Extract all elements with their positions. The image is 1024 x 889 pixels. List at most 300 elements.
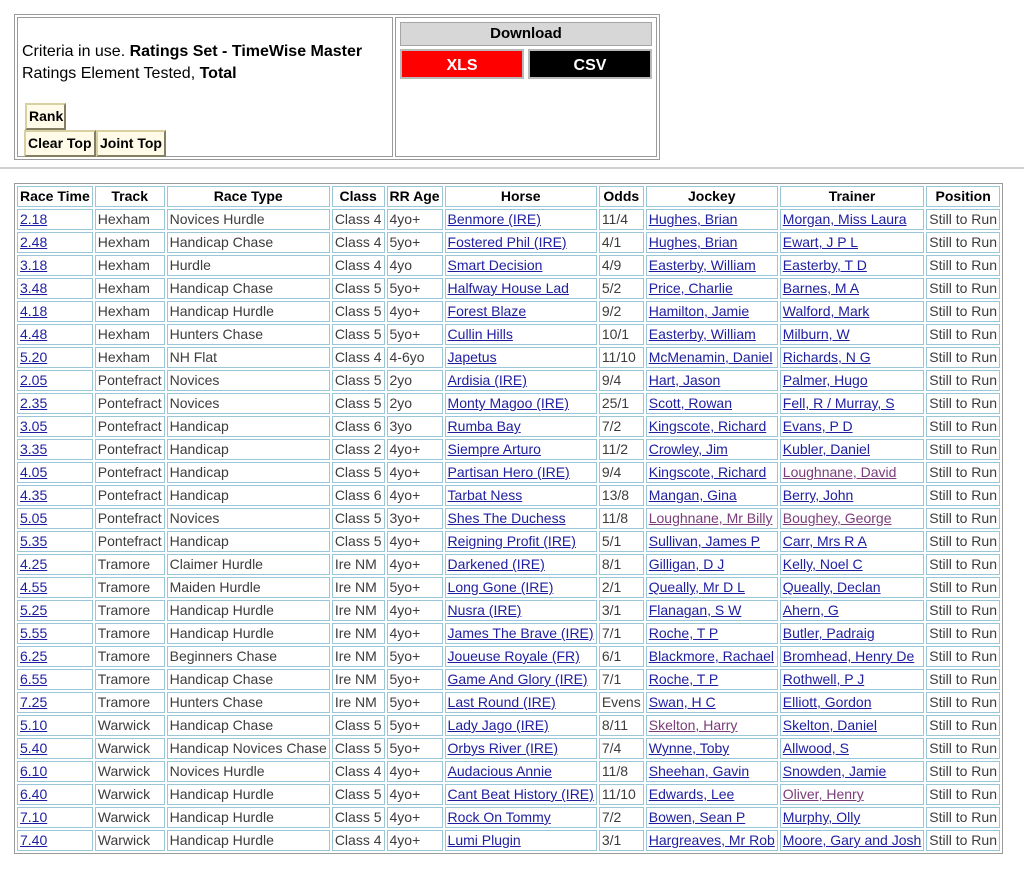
- table-row: [17, 830, 1000, 851]
- cell-age: 4yo+: [387, 485, 443, 506]
- column-header: Position: [926, 186, 1000, 207]
- trainer-link[interactable]: Rothwell, P J: [782, 671, 865, 687]
- trainer-link[interactable]: Carr, Mrs R A: [782, 533, 867, 549]
- cell-trainer: [780, 715, 925, 736]
- trainer-link[interactable]: Murphy, Olly: [782, 809, 861, 825]
- cell-position: Still to Run: [926, 646, 1000, 667]
- cell-position: Still to Run: [926, 669, 1000, 690]
- cell-type: Hunters Chase: [167, 692, 330, 713]
- jockey-link[interactable]: Gilligan, D J: [648, 556, 725, 572]
- race-time-link[interactable]: 5.20: [20, 349, 48, 365]
- trainer-link[interactable]: Bromhead, Henry De: [782, 648, 915, 664]
- table-row: [17, 324, 1000, 345]
- race-time-link[interactable]: 7.10: [20, 809, 48, 825]
- cell-type: Handicap Hurdle: [167, 600, 330, 621]
- horse-link[interactable]: Rock On Tommy: [447, 809, 551, 825]
- cell-trainer: [780, 646, 925, 667]
- cell-time: [17, 554, 93, 575]
- divider: [0, 167, 1024, 169]
- cell-age: 5yo+: [387, 278, 443, 299]
- cell-odds: 11/2: [599, 439, 644, 460]
- column-header: RR Age: [387, 186, 443, 207]
- race-time-link[interactable]: 2.18: [20, 211, 48, 227]
- cell-time: [17, 761, 93, 782]
- cell-time: [17, 393, 93, 414]
- jockey-link[interactable]: Wynne, Toby: [648, 740, 730, 756]
- table-row: [17, 485, 1000, 506]
- cell-jockey: [646, 508, 778, 529]
- cell-odds: Evens: [599, 692, 644, 713]
- cell-class: Class 5: [332, 508, 385, 529]
- column-header: Jockey: [646, 186, 778, 207]
- trainer-link[interactable]: Boughey, George: [782, 510, 892, 526]
- cell-time: [17, 715, 93, 736]
- race-time-link[interactable]: 6.10: [20, 763, 48, 779]
- jockey-link[interactable]: Edwards, Lee: [648, 786, 735, 802]
- cell-position: Still to Run: [926, 554, 1000, 575]
- cell-type: Novices: [167, 508, 330, 529]
- cell-jockey: [646, 784, 778, 805]
- cell-trainer: [780, 692, 925, 713]
- jockey-link[interactable]: Swan, H C: [648, 694, 716, 710]
- trainer-link[interactable]: Ahern, G: [782, 602, 839, 618]
- cell-track: Pontefract: [95, 531, 165, 552]
- cell-horse: [445, 508, 597, 529]
- jockey-link[interactable]: Loughnane, Mr Billy: [648, 510, 773, 526]
- cell-odds: 10/1: [599, 324, 644, 345]
- column-header: Trainer: [780, 186, 925, 207]
- jockey-link[interactable]: Kingscote, Richard: [648, 418, 767, 434]
- cell-time: [17, 485, 93, 506]
- cell-class: Class 5: [332, 370, 385, 391]
- cell-horse: [445, 692, 597, 713]
- cell-track: Pontefract: [95, 508, 165, 529]
- cell-jockey: [646, 301, 778, 322]
- table-row: [17, 623, 1000, 644]
- cell-trainer: [780, 278, 925, 299]
- cell-odds: 5/1: [599, 531, 644, 552]
- jockey-link[interactable]: Crowley, Jim: [648, 441, 728, 457]
- cell-horse: [445, 807, 597, 828]
- cell-type: Handicap Chase: [167, 278, 330, 299]
- cell-type: Hunters Chase: [167, 324, 330, 345]
- trainer-link[interactable]: Palmer, Hugo: [782, 372, 868, 388]
- race-time-link[interactable]: 5.10: [20, 717, 48, 733]
- trainer-link[interactable]: Easterby, T D: [782, 257, 867, 273]
- rank-button[interactable]: Rank: [25, 103, 66, 130]
- cell-time: [17, 531, 93, 552]
- horse-link[interactable]: Last Round (IRE): [447, 694, 556, 710]
- horse-link[interactable]: Reigning Profit (IRE): [447, 533, 576, 549]
- cell-time: [17, 255, 93, 276]
- cell-time: [17, 623, 93, 644]
- cell-time: [17, 830, 93, 851]
- jockey-link[interactable]: Flanagan, S W: [648, 602, 742, 618]
- cell-position: Still to Run: [926, 301, 1000, 322]
- cell-track: Hexham: [95, 232, 165, 253]
- cell-type: Claimer Hurdle: [167, 554, 330, 575]
- cell-time: [17, 301, 93, 322]
- table-row: [17, 531, 1000, 552]
- jockey-link[interactable]: Roche, T P: [648, 625, 719, 641]
- cell-age: 5yo+: [387, 692, 443, 713]
- cell-jockey: [646, 370, 778, 391]
- race-time-link[interactable]: 2.35: [20, 395, 48, 411]
- cell-odds: 11/10: [599, 784, 644, 805]
- cell-position: Still to Run: [926, 416, 1000, 437]
- cell-jockey: [646, 462, 778, 483]
- cell-trainer: [780, 462, 925, 483]
- cell-trainer: [780, 255, 925, 276]
- jockey-link[interactable]: Hughes, Brian: [648, 211, 738, 227]
- horse-link[interactable]: Benmore (IRE): [447, 211, 541, 227]
- horse-link[interactable]: Monty Magoo (IRE): [447, 395, 569, 411]
- table-row: [17, 393, 1000, 414]
- cell-age: 5yo+: [387, 232, 443, 253]
- jockey-link[interactable]: Hart, Jason: [648, 372, 721, 388]
- jockey-link[interactable]: Hargreaves, Mr Rob: [648, 832, 775, 848]
- cell-track: Warwick: [95, 784, 165, 805]
- cell-class: Ire NM: [332, 669, 385, 690]
- cell-type: Handicap Hurdle: [167, 807, 330, 828]
- joint-top-button[interactable]: Joint Top: [96, 130, 166, 157]
- cell-position: Still to Run: [926, 508, 1000, 529]
- cell-age: 4yo+: [387, 439, 443, 460]
- cell-horse: [445, 324, 597, 345]
- xls-download-button[interactable]: XLS: [400, 49, 524, 79]
- race-time-link[interactable]: 4.35: [20, 487, 48, 503]
- jockey-link[interactable]: Easterby, William: [648, 257, 756, 273]
- trainer-link[interactable]: Milburn, W: [782, 326, 850, 342]
- race-time-link[interactable]: 3.18: [20, 257, 48, 273]
- cell-trainer: [780, 807, 925, 828]
- horse-link[interactable]: Shes The Duchess: [447, 510, 566, 526]
- trainer-link[interactable]: Moore, Gary and Josh: [782, 832, 922, 848]
- cell-trainer: [780, 531, 925, 552]
- element-prefix: Ratings Element Tested,: [22, 65, 200, 82]
- cell-class: Ire NM: [332, 623, 385, 644]
- cell-track: Warwick: [95, 807, 165, 828]
- cell-horse: [445, 462, 597, 483]
- cell-track: Pontefract: [95, 370, 165, 391]
- cell-class: Class 4: [332, 232, 385, 253]
- horse-link[interactable]: Halfway House Lad: [447, 280, 569, 296]
- cell-horse: [445, 646, 597, 667]
- jockey-link[interactable]: Mangan, Gina: [648, 487, 737, 503]
- header-row: [17, 186, 1000, 207]
- table-row: [17, 462, 1000, 483]
- cell-track: Tramore: [95, 577, 165, 598]
- horse-link[interactable]: Forest Blaze: [447, 303, 527, 319]
- horse-link[interactable]: Japetus: [447, 349, 497, 365]
- horse-link[interactable]: Siempre Arturo: [447, 441, 541, 457]
- cell-trainer: [780, 600, 925, 621]
- cell-horse: [445, 669, 597, 690]
- column-header: Class: [332, 186, 385, 207]
- cell-jockey: [646, 416, 778, 437]
- horse-link[interactable]: James The Brave (IRE): [447, 625, 594, 641]
- horse-link[interactable]: Nusra (IRE): [447, 602, 522, 618]
- jockey-link[interactable]: Sullivan, James P: [648, 533, 761, 549]
- race-time-link[interactable]: 4.25: [20, 556, 48, 572]
- trainer-link[interactable]: Evans, P D: [782, 418, 853, 434]
- cell-trainer: [780, 209, 925, 230]
- horse-link[interactable]: Lady Jago (IRE): [447, 717, 549, 733]
- race-time-link[interactable]: 6.55: [20, 671, 48, 687]
- criteria-panel: [14, 14, 660, 160]
- cell-age: 4yo+: [387, 830, 443, 851]
- cell-class: Class 5: [332, 278, 385, 299]
- cell-track: Tramore: [95, 600, 165, 621]
- cell-age: 4yo+: [387, 600, 443, 621]
- cell-horse: [445, 830, 597, 851]
- trainer-link[interactable]: Loughnane, David: [782, 464, 897, 480]
- race-time-link[interactable]: 2.05: [20, 372, 48, 388]
- trainer-link[interactable]: Queally, Declan: [782, 579, 881, 595]
- clear-top-button[interactable]: Clear Top: [24, 130, 96, 157]
- cell-position: Still to Run: [926, 324, 1000, 345]
- cell-track: Hexham: [95, 278, 165, 299]
- cell-time: [17, 646, 93, 667]
- race-time-link[interactable]: 3.48: [20, 280, 48, 296]
- cell-class: Class 6: [332, 416, 385, 437]
- table-row: [17, 784, 1000, 805]
- race-time-link[interactable]: 5.25: [20, 602, 48, 618]
- jockey-link[interactable]: Scott, Rowan: [648, 395, 732, 411]
- criteria-prefix: Criteria in use.: [22, 43, 130, 60]
- horse-link[interactable]: Fostered Phil (IRE): [447, 234, 567, 250]
- cell-horse: [445, 531, 597, 552]
- trainer-link[interactable]: Kelly, Noel C: [782, 556, 863, 572]
- cell-horse: [445, 738, 597, 759]
- cell-position: Still to Run: [926, 577, 1000, 598]
- jockey-link[interactable]: Roche, T P: [648, 671, 719, 687]
- cell-trainer: [780, 232, 925, 253]
- cell-odds: 7/2: [599, 807, 644, 828]
- criteria-text: [22, 41, 362, 85]
- cell-trainer: [780, 324, 925, 345]
- table-row: [17, 370, 1000, 391]
- cell-trainer: [780, 301, 925, 322]
- horse-link[interactable]: Cullin Hills: [447, 326, 513, 342]
- cell-position: Still to Run: [926, 370, 1000, 391]
- cell-jockey: [646, 324, 778, 345]
- table-row: [17, 692, 1000, 713]
- cell-jockey: [646, 209, 778, 230]
- cell-odds: 13/8: [599, 485, 644, 506]
- cell-horse: [445, 255, 597, 276]
- cell-position: Still to Run: [926, 600, 1000, 621]
- cell-trainer: [780, 623, 925, 644]
- cell-odds: 7/4: [599, 738, 644, 759]
- cell-odds: 3/1: [599, 830, 644, 851]
- cell-trainer: [780, 830, 925, 851]
- column-header: Race Type: [167, 186, 330, 207]
- race-time-link[interactable]: 5.05: [20, 510, 48, 526]
- trainer-link[interactable]: Morgan, Miss Laura: [782, 211, 907, 227]
- cell-odds: 7/2: [599, 416, 644, 437]
- jockey-link[interactable]: Sheehan, Gavin: [648, 763, 750, 779]
- cell-horse: [445, 761, 597, 782]
- trainer-link[interactable]: Ewart, J P L: [782, 234, 858, 250]
- cell-trainer: [780, 554, 925, 575]
- race-time-link[interactable]: 4.18: [20, 303, 48, 319]
- trainer-link[interactable]: Walford, Mark: [782, 303, 870, 319]
- column-header: Horse: [445, 186, 597, 207]
- jockey-link[interactable]: Hamilton, Jamie: [648, 303, 750, 319]
- cell-position: Still to Run: [926, 692, 1000, 713]
- horse-link[interactable]: Long Gone (IRE): [447, 579, 554, 595]
- download-heading: Download: [400, 22, 652, 46]
- jockey-link[interactable]: Kingscote, Richard: [648, 464, 767, 480]
- race-time-link[interactable]: 5.55: [20, 625, 48, 641]
- cell-odds: 7/1: [599, 623, 644, 644]
- trainer-link[interactable]: Butler, Padraig: [782, 625, 875, 641]
- cell-type: Novices: [167, 370, 330, 391]
- race-time-link[interactable]: 4.05: [20, 464, 48, 480]
- race-time-link[interactable]: 6.25: [20, 648, 48, 664]
- jockey-link[interactable]: Queally, Mr D L: [648, 579, 745, 595]
- cell-type: Handicap: [167, 439, 330, 460]
- horse-link[interactable]: Lumi Plugin: [447, 832, 521, 848]
- cell-age: 5yo+: [387, 646, 443, 667]
- cell-position: Still to Run: [926, 623, 1000, 644]
- cell-position: Still to Run: [926, 462, 1000, 483]
- race-time-link[interactable]: 4.55: [20, 579, 48, 595]
- horse-link[interactable]: Audacious Annie: [447, 763, 552, 779]
- race-time-link[interactable]: 7.40: [20, 832, 48, 848]
- horse-link[interactable]: Darkened (IRE): [447, 556, 545, 572]
- cell-age: 5yo+: [387, 669, 443, 690]
- horse-link[interactable]: Tarbat Ness: [447, 487, 523, 503]
- cell-odds: 9/4: [599, 462, 644, 483]
- cell-trainer: [780, 508, 925, 529]
- cell-odds: 8/1: [599, 554, 644, 575]
- download-cell: [395, 17, 657, 157]
- cell-class: Ire NM: [332, 554, 385, 575]
- cell-class: Class 6: [332, 485, 385, 506]
- race-time-link[interactable]: 6.40: [20, 786, 48, 802]
- table-row: [17, 738, 1000, 759]
- cell-jockey: [646, 278, 778, 299]
- jockey-link[interactable]: Hughes, Brian: [648, 234, 738, 250]
- cell-jockey: [646, 600, 778, 621]
- cell-odds: 4/9: [599, 255, 644, 276]
- trainer-link[interactable]: Snowden, Jamie: [782, 763, 887, 779]
- horse-link[interactable]: Joueuse Royale (FR): [447, 648, 580, 664]
- cell-age: 3yo+: [387, 508, 443, 529]
- csv-download-button[interactable]: CSV: [528, 49, 652, 79]
- cell-horse: [445, 370, 597, 391]
- jockey-link[interactable]: Price, Charlie: [648, 280, 733, 296]
- race-time-link[interactable]: 5.40: [20, 740, 48, 756]
- horse-link[interactable]: Smart Decision: [447, 257, 543, 273]
- race-time-link[interactable]: 3.35: [20, 441, 48, 457]
- trainer-link[interactable]: Kubler, Daniel: [782, 441, 870, 457]
- cell-class: Class 4: [332, 761, 385, 782]
- cell-class: Class 5: [332, 301, 385, 322]
- cell-time: [17, 232, 93, 253]
- cell-trainer: [780, 485, 925, 506]
- trainer-link[interactable]: Berry, John: [782, 487, 854, 503]
- ratings-element: Total: [199, 65, 237, 82]
- cell-type: Handicap Hurdle: [167, 623, 330, 644]
- trainer-link[interactable]: Barnes, M A: [782, 280, 860, 296]
- trainer-link[interactable]: Elliott, Gordon: [782, 694, 872, 710]
- trainer-link[interactable]: Allwood, S: [782, 740, 849, 756]
- jockey-link[interactable]: Skelton, Harry: [648, 717, 738, 733]
- cell-position: Still to Run: [926, 278, 1000, 299]
- cell-position: Still to Run: [926, 393, 1000, 414]
- cell-age: 4yo+: [387, 209, 443, 230]
- cell-horse: [445, 209, 597, 230]
- trainer-link[interactable]: Oliver, Henry: [782, 786, 864, 802]
- horse-link[interactable]: Rumba Bay: [447, 418, 521, 434]
- trainer-link[interactable]: Richards, N G: [782, 349, 871, 365]
- cell-type: Handicap Chase: [167, 232, 330, 253]
- cell-track: Hexham: [95, 255, 165, 276]
- cell-track: Hexham: [95, 301, 165, 322]
- horse-link[interactable]: Cant Beat History (IRE): [447, 786, 594, 802]
- cell-type: Handicap Novices Chase: [167, 738, 330, 759]
- cell-type: Maiden Hurdle: [167, 577, 330, 598]
- cell-track: Pontefract: [95, 393, 165, 414]
- table-row: [17, 347, 1000, 368]
- cell-time: [17, 738, 93, 759]
- jockey-link[interactable]: Bowen, Sean P: [648, 809, 746, 825]
- cell-age: 4yo+: [387, 807, 443, 828]
- column-header: Track: [95, 186, 165, 207]
- jockey-link[interactable]: Blackmore, Rachael: [648, 648, 775, 664]
- cell-jockey: [646, 393, 778, 414]
- cell-horse: [445, 393, 597, 414]
- cell-age: 5yo+: [387, 577, 443, 598]
- cell-class: Class 4: [332, 830, 385, 851]
- cell-class: Class 4: [332, 347, 385, 368]
- horse-link[interactable]: Game And Glory (IRE): [447, 671, 588, 687]
- race-time-link[interactable]: 7.25: [20, 694, 48, 710]
- cell-jockey: [646, 807, 778, 828]
- race-time-link[interactable]: 3.05: [20, 418, 48, 434]
- jockey-link[interactable]: Easterby, William: [648, 326, 756, 342]
- horse-link[interactable]: Partisan Hero (IRE): [447, 464, 570, 480]
- trainer-link[interactable]: Skelton, Daniel: [782, 717, 877, 733]
- cell-odds: 11/4: [599, 209, 644, 230]
- race-time-link[interactable]: 4.48: [20, 326, 48, 342]
- cell-type: Novices: [167, 393, 330, 414]
- cell-jockey: [646, 255, 778, 276]
- race-time-link[interactable]: 5.35: [20, 533, 48, 549]
- cell-trainer: [780, 761, 925, 782]
- cell-horse: [445, 232, 597, 253]
- cell-track: Hexham: [95, 209, 165, 230]
- horse-link[interactable]: Ardisia (IRE): [447, 372, 527, 388]
- cell-class: Ire NM: [332, 646, 385, 667]
- horse-link[interactable]: Orbys River (IRE): [447, 740, 558, 756]
- cell-track: Hexham: [95, 347, 165, 368]
- cell-track: Tramore: [95, 692, 165, 713]
- cell-time: [17, 784, 93, 805]
- cell-position: Still to Run: [926, 830, 1000, 851]
- cell-type: Novices Hurdle: [167, 761, 330, 782]
- race-time-link[interactable]: 2.48: [20, 234, 48, 250]
- table-row: [17, 554, 1000, 575]
- trainer-link[interactable]: Fell, R / Murray, S: [782, 395, 895, 411]
- jockey-link[interactable]: McMenamin, Daniel: [648, 349, 773, 365]
- cell-odds: 3/1: [599, 600, 644, 621]
- table-row: [17, 278, 1000, 299]
- cell-class: Ire NM: [332, 692, 385, 713]
